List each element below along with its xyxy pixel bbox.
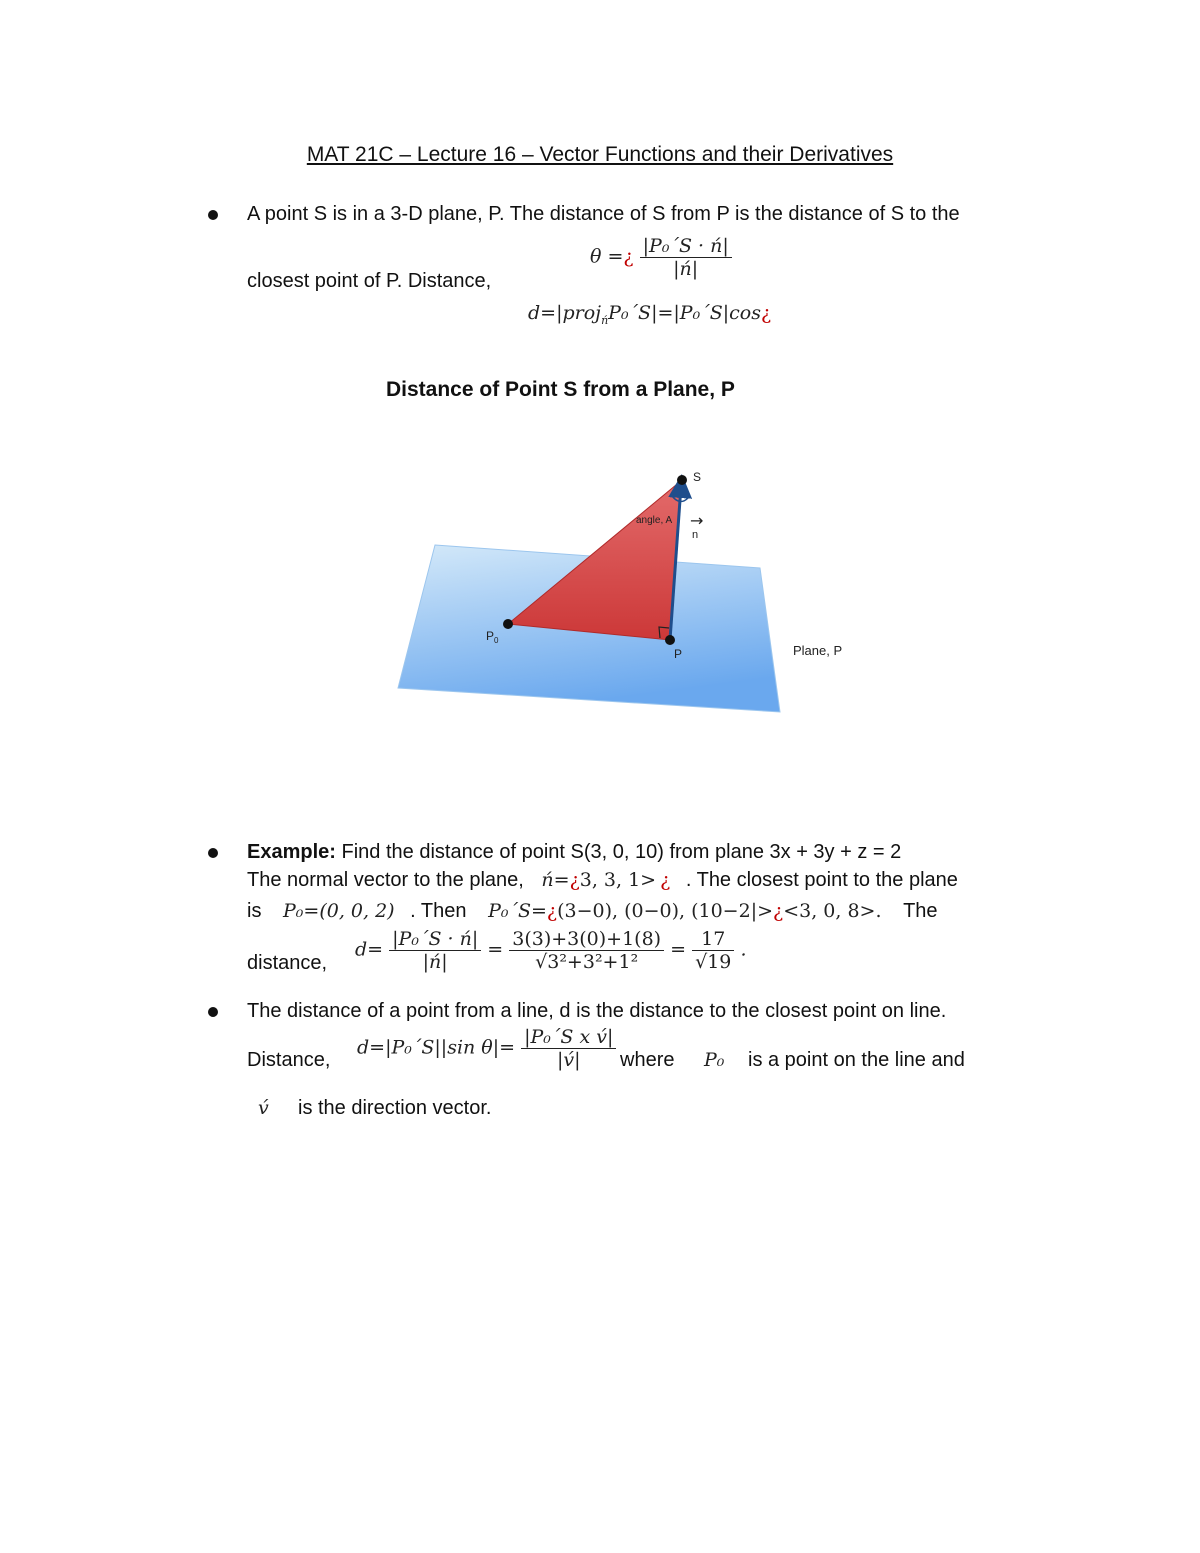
label-angle: angle, A [636, 515, 673, 526]
p0s-vals: (3−0), (0−0), (10−2|> [557, 900, 774, 922]
d-formula-red-glyph: ¿ [760, 302, 772, 324]
fraction-1-den: |ń| [422, 951, 448, 973]
d-lhs: d= [355, 938, 384, 961]
label-s: S [693, 470, 702, 484]
d-formula-sub: ń [601, 313, 609, 327]
fraction-3 [692, 928, 734, 973]
fraction-2-num: 3(3)+3(0)+1(8) [509, 928, 664, 951]
example-line1 [247, 841, 901, 864]
line-fraction-den: |v́| [556, 1049, 581, 1071]
label-n: n [692, 529, 699, 541]
distance-label: Distance, [247, 1049, 331, 1071]
plane-distance-diagram [380, 460, 880, 730]
theta-lhs: θ = [590, 245, 624, 268]
p0s-red-1: ¿ [546, 900, 558, 922]
the-text: The [903, 900, 938, 922]
example-distance-formula [355, 928, 747, 973]
fraction-2-den: √3²+3²+1² [535, 951, 639, 973]
is-text: is [247, 900, 262, 922]
fraction-3-num: 17 [692, 928, 734, 951]
line-fraction [521, 1026, 616, 1071]
page-title: MAT 21C – Lecture 16 – Vector Functions and their Derivatives [306, 143, 894, 166]
p0-symbol: P₀ [704, 1049, 725, 1071]
fraction-1 [389, 928, 481, 973]
label-p0-main: P [486, 629, 495, 643]
distance-formula [528, 302, 771, 327]
fraction-3-den: √19 [695, 951, 732, 973]
closest-point-text: . The closest point to the plane [685, 869, 958, 891]
normal-vector-eq [541, 869, 670, 891]
theta-red-glyph: ¿ [623, 245, 634, 268]
direction-vector-text: is the direction vector. [298, 1097, 492, 1119]
fraction-2 [509, 928, 664, 973]
example-label: Example: [247, 841, 336, 863]
n-vals: 3, 3, 1> [579, 869, 657, 891]
line-fraction-num: |P₀´S x v́| [521, 1026, 616, 1049]
example-line2 [247, 869, 958, 892]
then-text: . Then [410, 900, 467, 922]
point-p [665, 635, 675, 645]
theta-formula [590, 235, 732, 280]
example-line3 [247, 900, 938, 923]
n-red-1: ¿ [569, 869, 580, 891]
p0s-lhs: P₀´S= [488, 900, 547, 922]
example-line4-label: distance, [247, 952, 328, 974]
bullet-dot [208, 210, 218, 220]
theta-numerator: |P₀´S · ń| [640, 235, 732, 258]
d-formula-rest: P₀´S|=|P₀´S|cos [608, 302, 761, 324]
point-on-line-text: is a point on the line and [748, 1049, 965, 1071]
bullet-dot [208, 1007, 218, 1017]
p0s-eq [488, 900, 881, 922]
n-eq: ń= [541, 869, 570, 891]
n-red-2: ¿ [660, 869, 671, 891]
theta-fraction [640, 235, 732, 280]
point-p0 [503, 619, 513, 629]
normal-vector-intro: The normal vector to the plane, [247, 869, 524, 891]
label-n-arrow: → [690, 511, 704, 530]
example-text: Find the distance of point S(3, 0, 10) from plane 3x + 3y + z = 2 [335, 841, 902, 863]
label-p: P [674, 647, 683, 661]
label-p0-sub: 0 [494, 636, 499, 645]
equals-2: = [670, 938, 687, 961]
bullet1-line2: closest point of P. Distance, [247, 270, 492, 292]
bullet3-line1: The distance of a point from a line, d is the distance to the closest point on line. [247, 1000, 947, 1022]
bullet-dot [208, 848, 218, 858]
fraction-1-num: |P₀´S · ń| [389, 928, 481, 951]
p0s-result: <3, 0, 8>. [783, 900, 882, 922]
v-symbol: v́ [258, 1097, 269, 1119]
p0s-red-2: ¿ [773, 900, 784, 922]
p0-eq: P₀=(0, 0, 2) [283, 900, 395, 922]
theta-denominator: |ń| [673, 258, 699, 280]
label-plane: Plane, P [793, 643, 843, 658]
where-text: where [620, 1049, 675, 1071]
line-distance-formula [357, 1026, 616, 1071]
line-d-lhs: d=|P₀´S||sin θ|= [357, 1036, 516, 1059]
point-s [677, 475, 687, 485]
diagram-title: Distance of Point S from a Plane, P [386, 378, 735, 401]
bullet1-line1: A point S is in a 3-D plane, P. The distance of S from P is the distance of S to the [247, 203, 960, 225]
d-formula-start: d=|proj [528, 302, 602, 324]
equals-1: = [487, 938, 504, 961]
formula-end: . [740, 938, 747, 961]
